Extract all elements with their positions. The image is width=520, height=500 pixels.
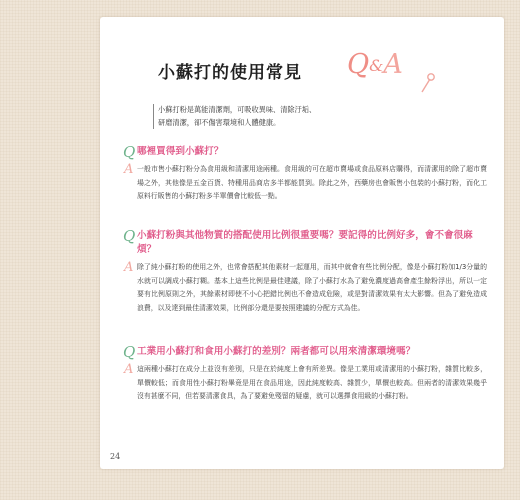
question-text: 哪裡買得到小蘇打？ <box>137 146 224 157</box>
qa-item-3 <box>123 345 487 404</box>
a-icon: A <box>124 162 134 177</box>
intro-text: 小蘇打粉是萬能清潔劑，可吸收異味、清除汙垢、研磨清潔，卻不傷害環境和人體健康。 <box>153 104 320 129</box>
qa-logo <box>347 49 403 80</box>
qa-item-2 <box>123 229 487 315</box>
answer-row <box>123 163 487 204</box>
qa-item-1 <box>123 145 487 204</box>
a-icon: A <box>124 362 134 377</box>
question-text: 小蘇打粉與其他物質的搭配使用比例很重要嗎？要記得的比例好多，會不會很麻煩？ <box>137 230 473 255</box>
q-icon: Q <box>123 227 136 245</box>
logo-a: A <box>383 49 403 80</box>
answer-row <box>123 261 487 315</box>
answer-text: 除了純小蘇打粉的使用之外，也常會搭配其他素材一起運用，而其中就會有些比例分配，像是小蘇打粉加1/3分量的水就可以調成小蘇打糊。基本上這些比例是最佳建議，除了小蘇打水為了避免濃度過高會產生餘粉浮出，所以一定要有比例原則之外，其餘素材即使不小心把錯比例也不會造成危險，或是對清潔效果有太大影響。但為了避免造成浪費，以及達到最佳清潔效果，比例部分還是要按照建議的分配方式為佳。 <box>137 263 487 312</box>
page-number: 24 <box>110 452 121 461</box>
logo-q: Q <box>347 49 370 80</box>
logo-amp: & <box>369 56 384 75</box>
question-text: 工業用小蘇打和食用小蘇打的差別？兩者都可以用來清潔環境嗎？ <box>137 346 416 357</box>
question-row <box>123 145 487 159</box>
answer-row <box>123 363 487 404</box>
pushpin-icon <box>418 72 436 94</box>
q-icon: Q <box>123 143 136 161</box>
answer-text: 一般市售小蘇打粉分為食用級和清潔用途兩種。食用級的可在超市賣場或食品原料店購得，而清潔用的除了超市賣場之外，其他像是五金百貨、特種用品商店多半都能買到。除此之外，西藥房也會販售小包裝的小蘇打粉，而化工原料行販售的小蘇打粉多半單價會比較低一點。 <box>137 165 487 200</box>
page-card <box>100 17 504 469</box>
question-row <box>123 345 487 359</box>
q-icon: Q <box>123 343 136 361</box>
question-row <box>123 229 487 257</box>
page-title: 小蘇打的使用常見 <box>158 63 302 83</box>
a-icon: A <box>124 260 134 275</box>
answer-text: 這兩種小蘇打在成分上並沒有差別，只是在於純度上會有所差異。像是工業用或清潔用的小蘇打粉，雜質比較多，單價較低；而食用性小蘇打粉畢竟是用在食品用途，因此純度較高、雜質少，單價也較高。但兩者的清潔效果幾乎沒有甚麼不同，但若要清潔食具，為了要避免殘留的疑慮，就可以選擇食用級的小蘇打粉。 <box>137 365 487 400</box>
